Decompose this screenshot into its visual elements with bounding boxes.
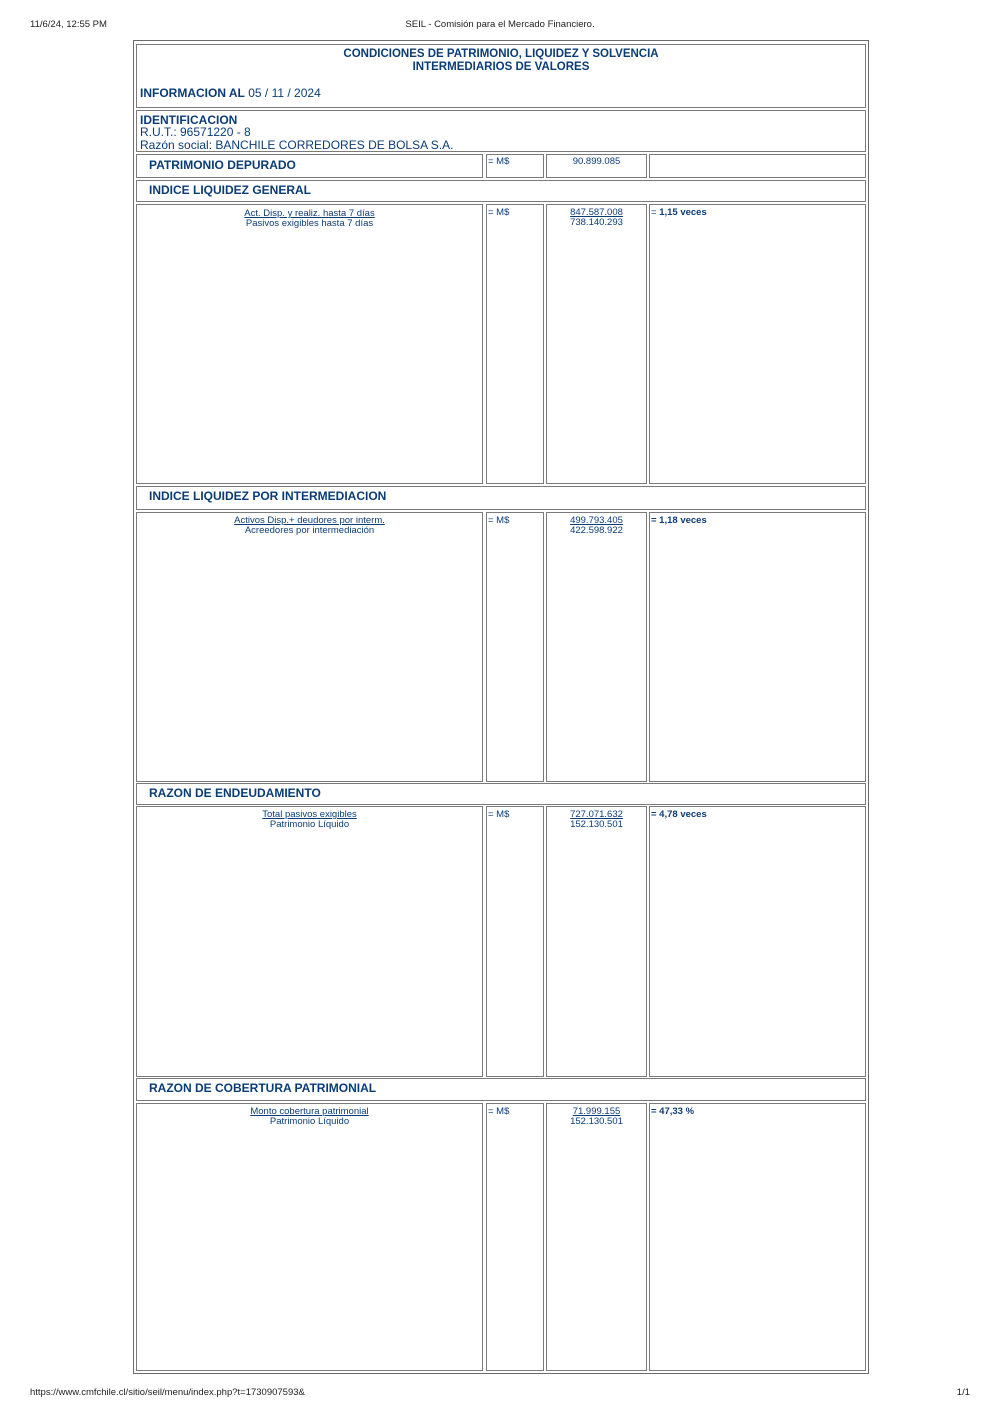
print-page-title: SEIL - Comisión para el Mercado Financiero. [405,19,595,30]
denominator-label: Patrimonio Líquido [269,819,350,830]
numerator-label[interactable]: Activos Disp.+ deudores por interm. [234,515,385,526]
section-unit: = M$ [488,809,510,820]
section-title: RAZON DE COBERTURA PATRIMONIAL [149,1081,377,1095]
patrimonio-unit-cell [486,154,544,178]
info-date-line [140,86,321,100]
section-labels-cell [136,1103,483,1371]
info-label: INFORMACION AL [140,86,245,100]
section-title: INDICE LIQUIDEZ GENERAL [149,183,312,197]
section-unit-cell [486,806,544,1077]
section-title-cell [136,180,866,202]
patrimonio-title: PATRIMONIO DEPURADO [149,158,296,172]
report-title-line2: INTERMEDIARIOS DE VALORES [412,61,590,73]
numerator-value: 71.999.155 [572,1106,621,1117]
section-labels-cell [136,806,483,1077]
section-title: INDICE LIQUIDEZ POR INTERMEDIACION [149,489,387,503]
section-values-cell [546,1103,647,1371]
section-result: = 47,33 % [651,1106,695,1117]
print-url: https://www.cmfchile.cl/sitio/seil/menu/index.php?t=1730907593& [30,1387,305,1398]
section-result: = 4,78 veces [651,809,707,820]
section-title: RAZON DE ENDEUDAMIENTO [149,786,321,800]
section-values-cell [546,806,647,1077]
patrimonio-empty-cell [649,154,866,178]
numerator-value: 499.793.405 [570,515,623,526]
identification-heading: IDENTIFICACION [140,113,238,127]
section-values-cell [546,512,647,782]
section-title-cell [136,1078,866,1101]
numerator-label[interactable]: Monto cobertura patrimonial [250,1106,369,1117]
identification-razon-social: Razón social: BANCHILE CORREDORES DE BOLSA S.A. [140,138,454,152]
report-title-line1: CONDICIONES DE PATRIMONIO, LIQUIDEZ Y SOLVENCIA [343,48,659,60]
identification-rut: R.U.T.: 96571220 - 8 [140,125,251,139]
patrimonio-value: 90.899.085 [572,156,621,167]
denominator-label: Pasivos exigibles hasta 7 días [245,218,374,229]
print-datetime: 11/6/24, 12:55 PM [30,19,107,30]
section-unit-cell [486,204,544,484]
section-values-cell [546,204,647,484]
denominator-value: 738.140.293 [570,217,623,228]
section-unit-cell [486,1103,544,1371]
numerator-value: 727.071.632 [570,809,623,820]
denominator-value: 422.598.922 [570,525,623,536]
denominator-value: 152.130.501 [570,1116,623,1127]
section-title-cell [136,486,866,510]
info-date: 05 / 11 / 2024 [248,86,321,100]
section-result [651,207,707,218]
result-value: 1,15 veces [659,207,707,218]
patrimonio-title-cell [136,154,483,178]
section-title-cell [136,783,866,805]
denominator-label: Acreedores por intermediación [244,525,375,536]
identification-block [136,110,866,152]
numerator-value: 847.587.008 [570,207,623,218]
section-labels-cell [136,512,483,782]
section-unit: = M$ [488,515,510,526]
section-unit-cell [486,512,544,782]
section-unit: = M$ [488,207,510,218]
print-page-count: 1/1 [956,1387,970,1398]
denominator-label: Patrimonio Líquido [269,1116,350,1127]
report-frame [133,40,869,1374]
report-title-block [136,44,866,108]
patrimonio-value-cell [546,154,647,178]
section-unit: = M$ [488,1106,510,1117]
section-result-cell [649,512,866,782]
section-result-cell [649,1103,866,1371]
numerator-label[interactable]: Act. Disp. y realiz. hasta 7 días [244,208,375,219]
section-result-cell [649,806,866,1077]
section-result: = 1,18 veces [651,515,707,526]
numerator-label[interactable]: Total pasivos exigibles [262,809,357,820]
result-prefix: = [651,207,660,218]
denominator-value: 152.130.501 [570,819,623,830]
section-labels-cell [136,204,483,484]
patrimonio-unit: = M$ [488,156,510,167]
section-result-cell [649,204,866,484]
